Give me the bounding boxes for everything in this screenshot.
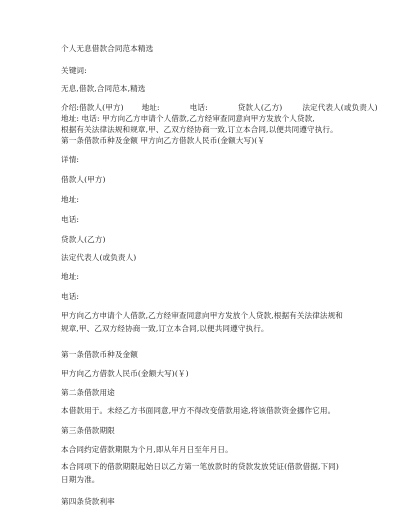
article-3-text-2: 本合同项下的借款期限起始日以乙方第一笔放款时的贷款发放凭证(借款借据,下同)日期为准。 <box>61 462 339 484</box>
doc-title: 个人无息借款合同范本精选 <box>61 44 154 53</box>
details-label: 详情: <box>61 155 80 164</box>
intro-paragraph: 甲方向乙方申请个人借款,乙方经审查同意向甲方发放个人贷款,根据有关法律法规和规章,甲、乙双方经协商一致,订立本合同,以便共同遵守执行。 <box>61 311 343 333</box>
article-3-text-1: 本合同约定借款期限为个月,即从年月日至年月日。 <box>61 445 233 454</box>
intro-address: 地址: <box>141 103 160 112</box>
keywords-label: 关键词: <box>61 66 87 75</box>
phone-label-1: 电话: <box>61 215 80 224</box>
article-1-title: 第一条借款币种及金额 <box>61 350 138 359</box>
article-4-title: 第四条贷款利率 <box>61 497 115 506</box>
article-3-title: 第三条借款期限 <box>61 426 115 435</box>
keywords: 无息,借款,合同范本,精选 <box>61 84 146 93</box>
intro-row-3: 根据有关法律法规和规章,甲、乙双方经协商一致,订立本合同,以便共同遵守执行。 <box>61 125 338 134</box>
article-2-text: 本借款用于。未经乙方书面同意,甲方不得改变借款用途,将该借款资金挪作它用。 <box>61 406 336 415</box>
legal-rep-label: 法定代表人(或负责人) <box>61 253 137 262</box>
intro-row-1 <box>61 103 378 113</box>
intro-row-2: 地址: 电话: 甲方向乙方申请个人借款,乙方经审查同意向甲方发放个人贷款, <box>61 114 315 123</box>
intro-legal-rep: 法定代表人(或负责人) <box>302 103 378 112</box>
address-label-1: 地址: <box>61 195 80 204</box>
intro-label: 介绍: <box>61 103 80 112</box>
intro-borrower: 借款人(甲方) <box>79 103 124 112</box>
address-label-2: 地址: <box>61 272 80 281</box>
phone-label-2: 电话: <box>61 292 80 301</box>
intro-phone: 电话: <box>189 103 208 112</box>
lender-label: 贷款人(乙方) <box>61 235 106 244</box>
article-2-title: 第二条借款用途 <box>61 388 115 397</box>
borrower-label: 借款人(甲方) <box>61 175 106 184</box>
intro-lender: 贷款人(乙方) <box>237 103 283 112</box>
article-1-text: 甲方向乙方借款人民币(金额大写)(￥) <box>61 369 189 378</box>
intro-row-4: 第一条借款币种及金额 甲方向乙方借款人民币(金额大写)(￥ <box>61 136 266 145</box>
